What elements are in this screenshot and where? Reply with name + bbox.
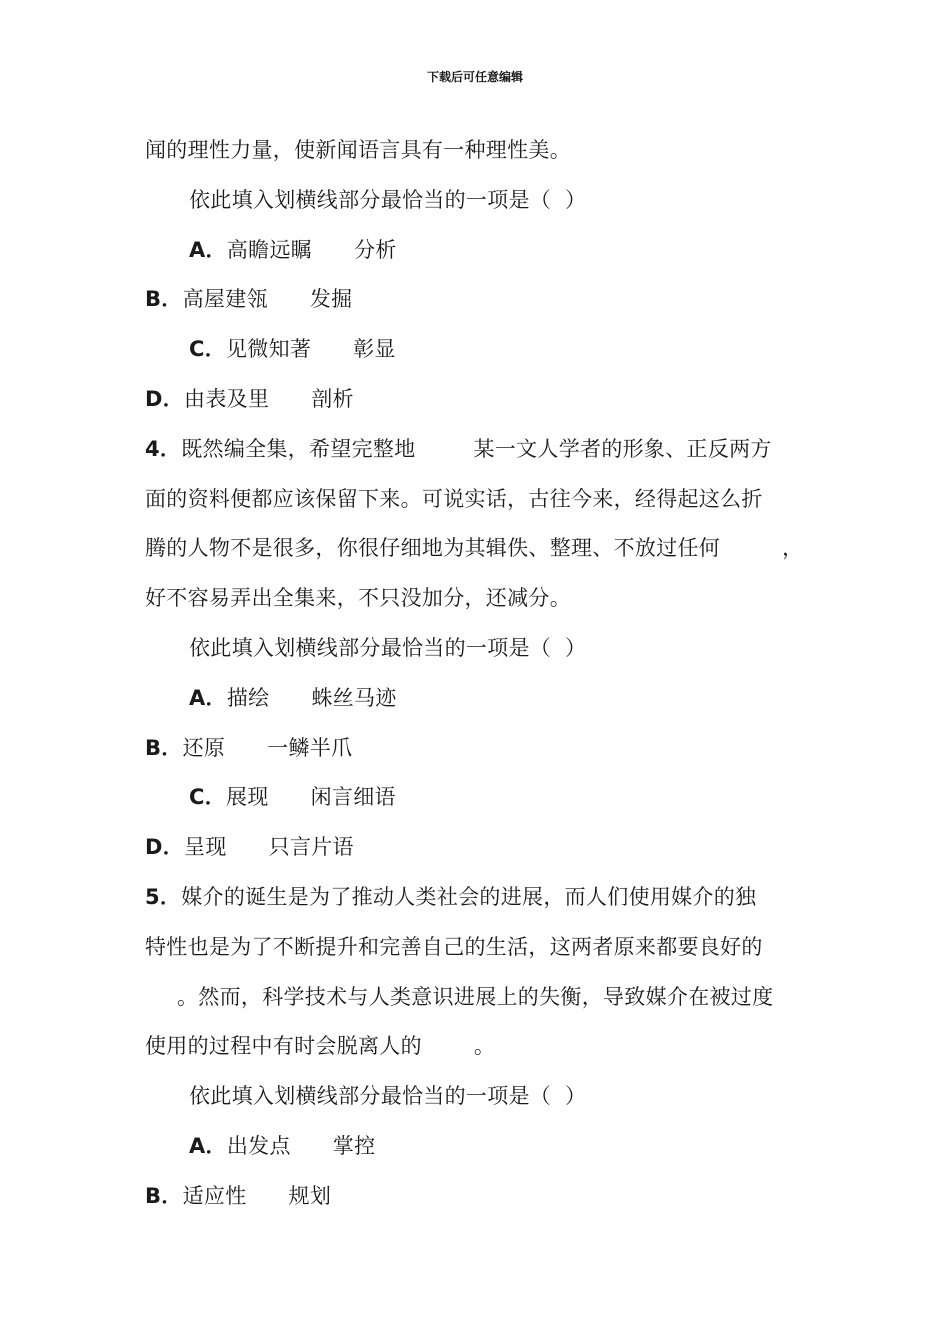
option-second: 闲言细语 <box>310 785 396 810</box>
q4-line-4: 好不容易弄出全集来，不只没加分，还减分。 <box>145 586 571 611</box>
q4-option-a <box>145 674 820 724</box>
q5-line-1 <box>145 873 820 923</box>
q4-line-3 <box>145 524 820 574</box>
q3-option-c <box>145 325 820 375</box>
q5-text: 媒介的诞生是为了推动人类社会的进展，而人们使用媒介的独 <box>181 884 757 909</box>
question-number: 4． <box>145 436 182 461</box>
option-label: C． <box>189 337 227 362</box>
option-label: D． <box>145 835 185 860</box>
q4-text: 腾的人物不是很多，你很仔细地为其辑佚、整理、不放过任何 <box>145 536 721 561</box>
q4-text: ， <box>782 536 804 561</box>
option-label: B． <box>145 735 183 760</box>
option-second: 蛛丝马迹 <box>311 685 397 710</box>
option-first: 由表及里 <box>184 386 270 411</box>
question-prompt: 依此填入划横线部分最恰当的一项是（ ） <box>189 187 587 212</box>
option-label: B． <box>145 287 183 312</box>
option-first: 展现 <box>226 785 269 810</box>
q5-line-3: 。然而，科学技术与人类意识进展上的失衡，导致媒介在被过度 <box>177 984 774 1009</box>
option-second: 剖析 <box>311 386 354 411</box>
q5-text: 使用的过程中有时会脱离人的 <box>145 1034 422 1059</box>
option-label: A． <box>189 685 227 710</box>
option-first: 适应性 <box>182 1183 247 1208</box>
option-second: 分析 <box>354 237 397 262</box>
q4-text: 既然编全集，希望完整地 <box>181 436 416 461</box>
q3-option-d <box>145 375 820 425</box>
option-second: 彰显 <box>353 337 396 362</box>
question-prompt: 依此填入划横线部分最恰当的一项是（ ） <box>189 1084 587 1109</box>
question-prompt: 依此填入划横线部分最恰当的一项是（ ） <box>189 635 587 660</box>
q4-line-1 <box>145 425 820 475</box>
page-header: 下载后可任意编辑 <box>426 70 523 84</box>
q5-option-b <box>145 1172 820 1222</box>
q4-line-2: 面的资料便都应该保留下来。可说实话，古往今来，经得起这么折 <box>145 486 763 511</box>
option-second: 规划 <box>288 1183 332 1208</box>
option-label: A． <box>189 1133 227 1158</box>
option-first: 见微知著 <box>226 337 312 362</box>
option-label: D． <box>145 386 185 411</box>
option-first: 出发点 <box>226 1133 291 1158</box>
q4-option-c <box>145 773 820 823</box>
option-second: 只言片语 <box>268 835 354 860</box>
option-first: 描绘 <box>226 685 270 710</box>
question-number: 5． <box>145 884 182 909</box>
q5-option-a <box>145 1122 820 1172</box>
option-second: 发掘 <box>309 287 353 312</box>
q5-line-2: 特性也是为了不断提升和完善自己的生活，这两者原来都要良好的 <box>145 934 763 959</box>
q3-option-a <box>145 226 820 276</box>
q4-option-b <box>145 724 820 774</box>
intro-line: 闻的理性力量，使新闻语言具有一种理性美。 <box>145 138 571 162</box>
option-first: 呈现 <box>184 835 227 860</box>
option-second: 一鳞半爪 <box>267 735 353 760</box>
option-label: A． <box>189 237 227 262</box>
option-second: 掌控 <box>332 1133 376 1158</box>
document-body <box>145 126 820 1222</box>
q4-text: 某一文人学者的形象、正反两方 <box>473 436 772 461</box>
option-label: B． <box>145 1183 183 1208</box>
q4-option-d <box>145 823 820 873</box>
q3-option-b <box>145 275 820 325</box>
option-first: 高瞻远瞩 <box>226 237 313 262</box>
q5-text: 。 <box>473 1034 496 1059</box>
option-first: 还原 <box>182 735 226 760</box>
option-label: C． <box>189 785 227 810</box>
q5-line-4 <box>145 1022 820 1072</box>
option-first: 高屋建瓴 <box>182 287 268 312</box>
